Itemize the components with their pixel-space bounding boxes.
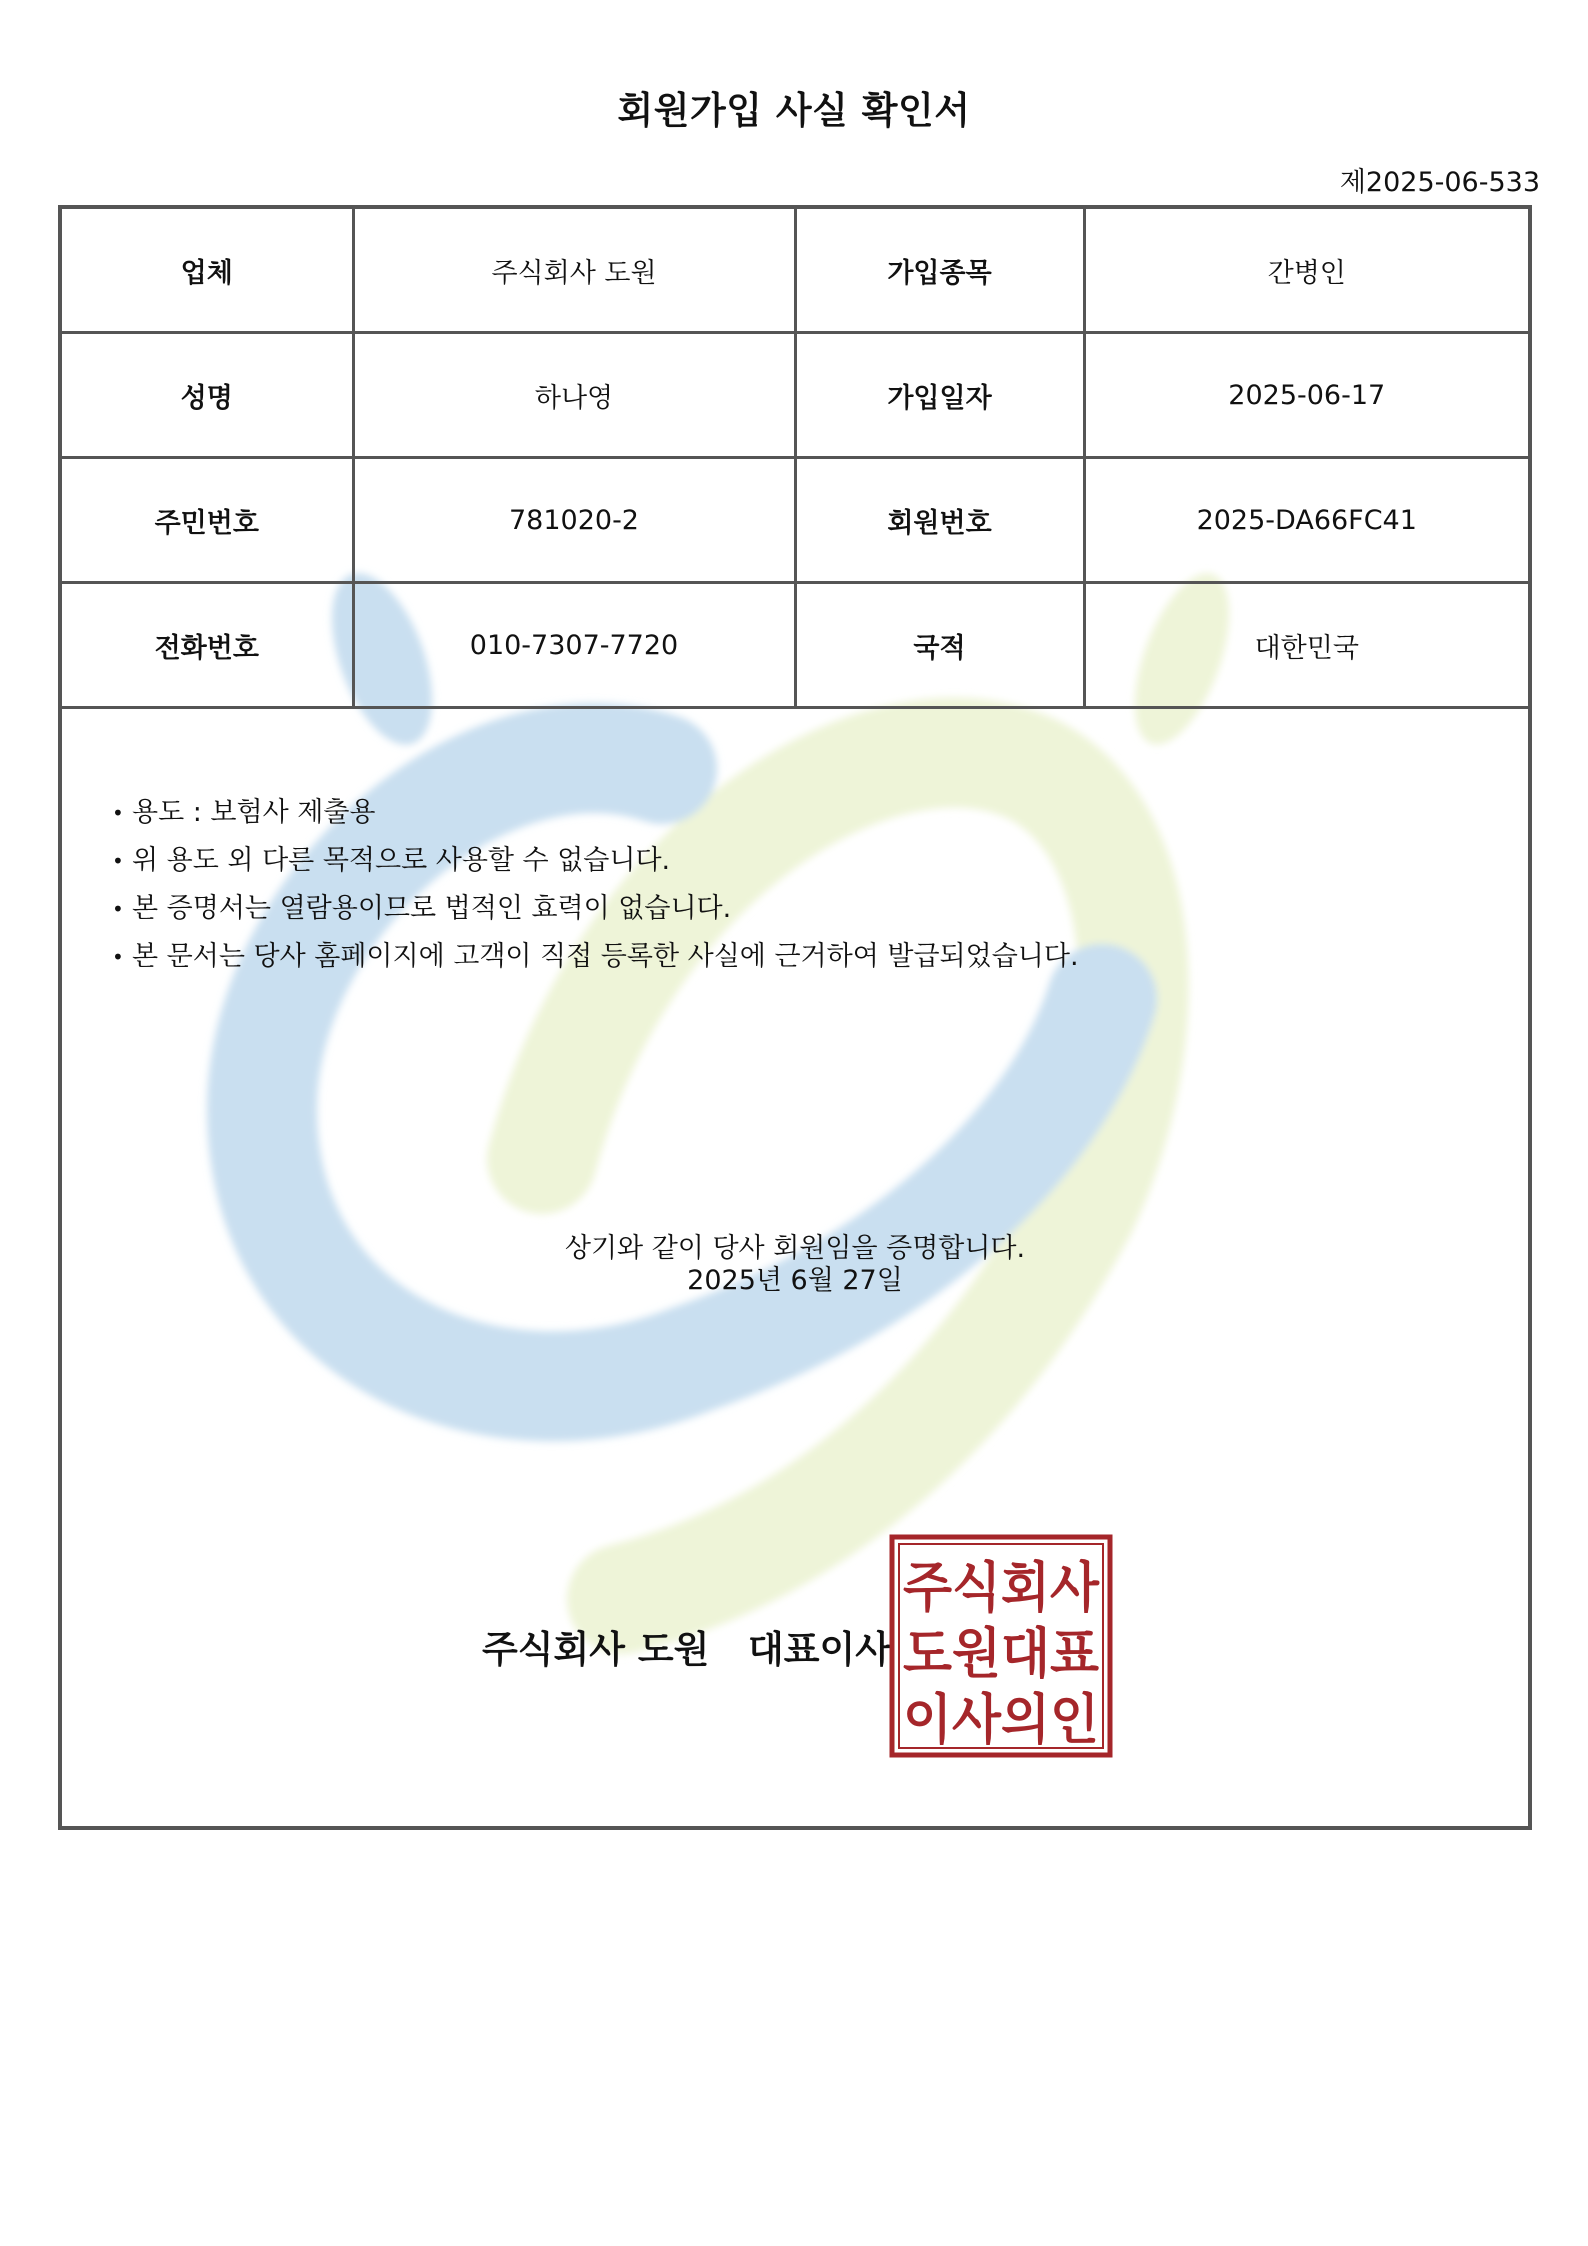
bullet-icon: •: [112, 801, 124, 825]
table-row: [62, 458, 1528, 583]
list-item: [112, 885, 1079, 933]
seal-line-1: 주식회사: [903, 1556, 1100, 1619]
certification-date: 2025년 6월 27일: [687, 1265, 903, 1296]
certification-statement: 상기와 같이 당사 회원임을 증명합니다.: [564, 1233, 1026, 1264]
member-info-table: [62, 209, 1528, 709]
membership-type-value: 간병인: [1084, 209, 1528, 333]
member-number-value: 2025-DA66FC41: [1084, 458, 1528, 583]
document-number: 제2025-06-533: [1339, 167, 1540, 198]
name-value: 하나영: [353, 333, 795, 458]
list-item: [112, 837, 1079, 885]
bullet-icon: •: [112, 849, 124, 873]
company-value: 주식회사 도원: [353, 209, 795, 333]
table-row: [62, 209, 1528, 333]
phone-value: 010-7307-7720: [353, 583, 795, 708]
name-label: 성명: [62, 333, 353, 458]
join-date-value: 2025-06-17: [1084, 333, 1528, 458]
bullet-icon: •: [112, 945, 124, 969]
member-number-label: 회원번호: [795, 458, 1084, 583]
phone-label: 전화번호: [62, 583, 353, 708]
resident-number-label: 주민번호: [62, 458, 353, 583]
company-seal-stamp: [889, 1534, 1113, 1758]
nationality-label: 국적: [795, 583, 1084, 708]
notes-list: [112, 789, 1079, 981]
note-text: 본 증명서는 열람용이므로 법적인 효력이 없습니다.: [132, 893, 732, 924]
signer-name: 주식회사 도원 대표이사: [482, 1628, 891, 1671]
note-text: 위 용도 외 다른 목적으로 사용할 수 없습니다.: [132, 845, 671, 876]
list-item: [112, 933, 1079, 981]
note-text: 본 문서는 당사 홈페이지에 고객이 직접 등록한 사실에 근거하여 발급되었습니다.: [132, 941, 1079, 972]
list-item: [112, 789, 1079, 837]
membership-type-label: 가입종목: [795, 209, 1084, 333]
seal-line-2: 도원대표: [903, 1622, 1099, 1685]
join-date-label: 가입일자: [795, 333, 1084, 458]
seal-line-3: 이사의인: [903, 1688, 1099, 1751]
company-label: 업체: [62, 209, 353, 333]
table-row: [62, 333, 1528, 458]
table-row: [62, 583, 1528, 708]
certificate-frame: [58, 205, 1532, 1830]
resident-number-value: 781020-2: [353, 458, 795, 583]
bullet-icon: •: [112, 897, 124, 921]
nationality-value: 대한민국: [1084, 583, 1528, 708]
note-text: 용도 : 보험사 제출용: [132, 797, 376, 828]
page-title: 회원가입 사실 확인서: [617, 89, 971, 132]
